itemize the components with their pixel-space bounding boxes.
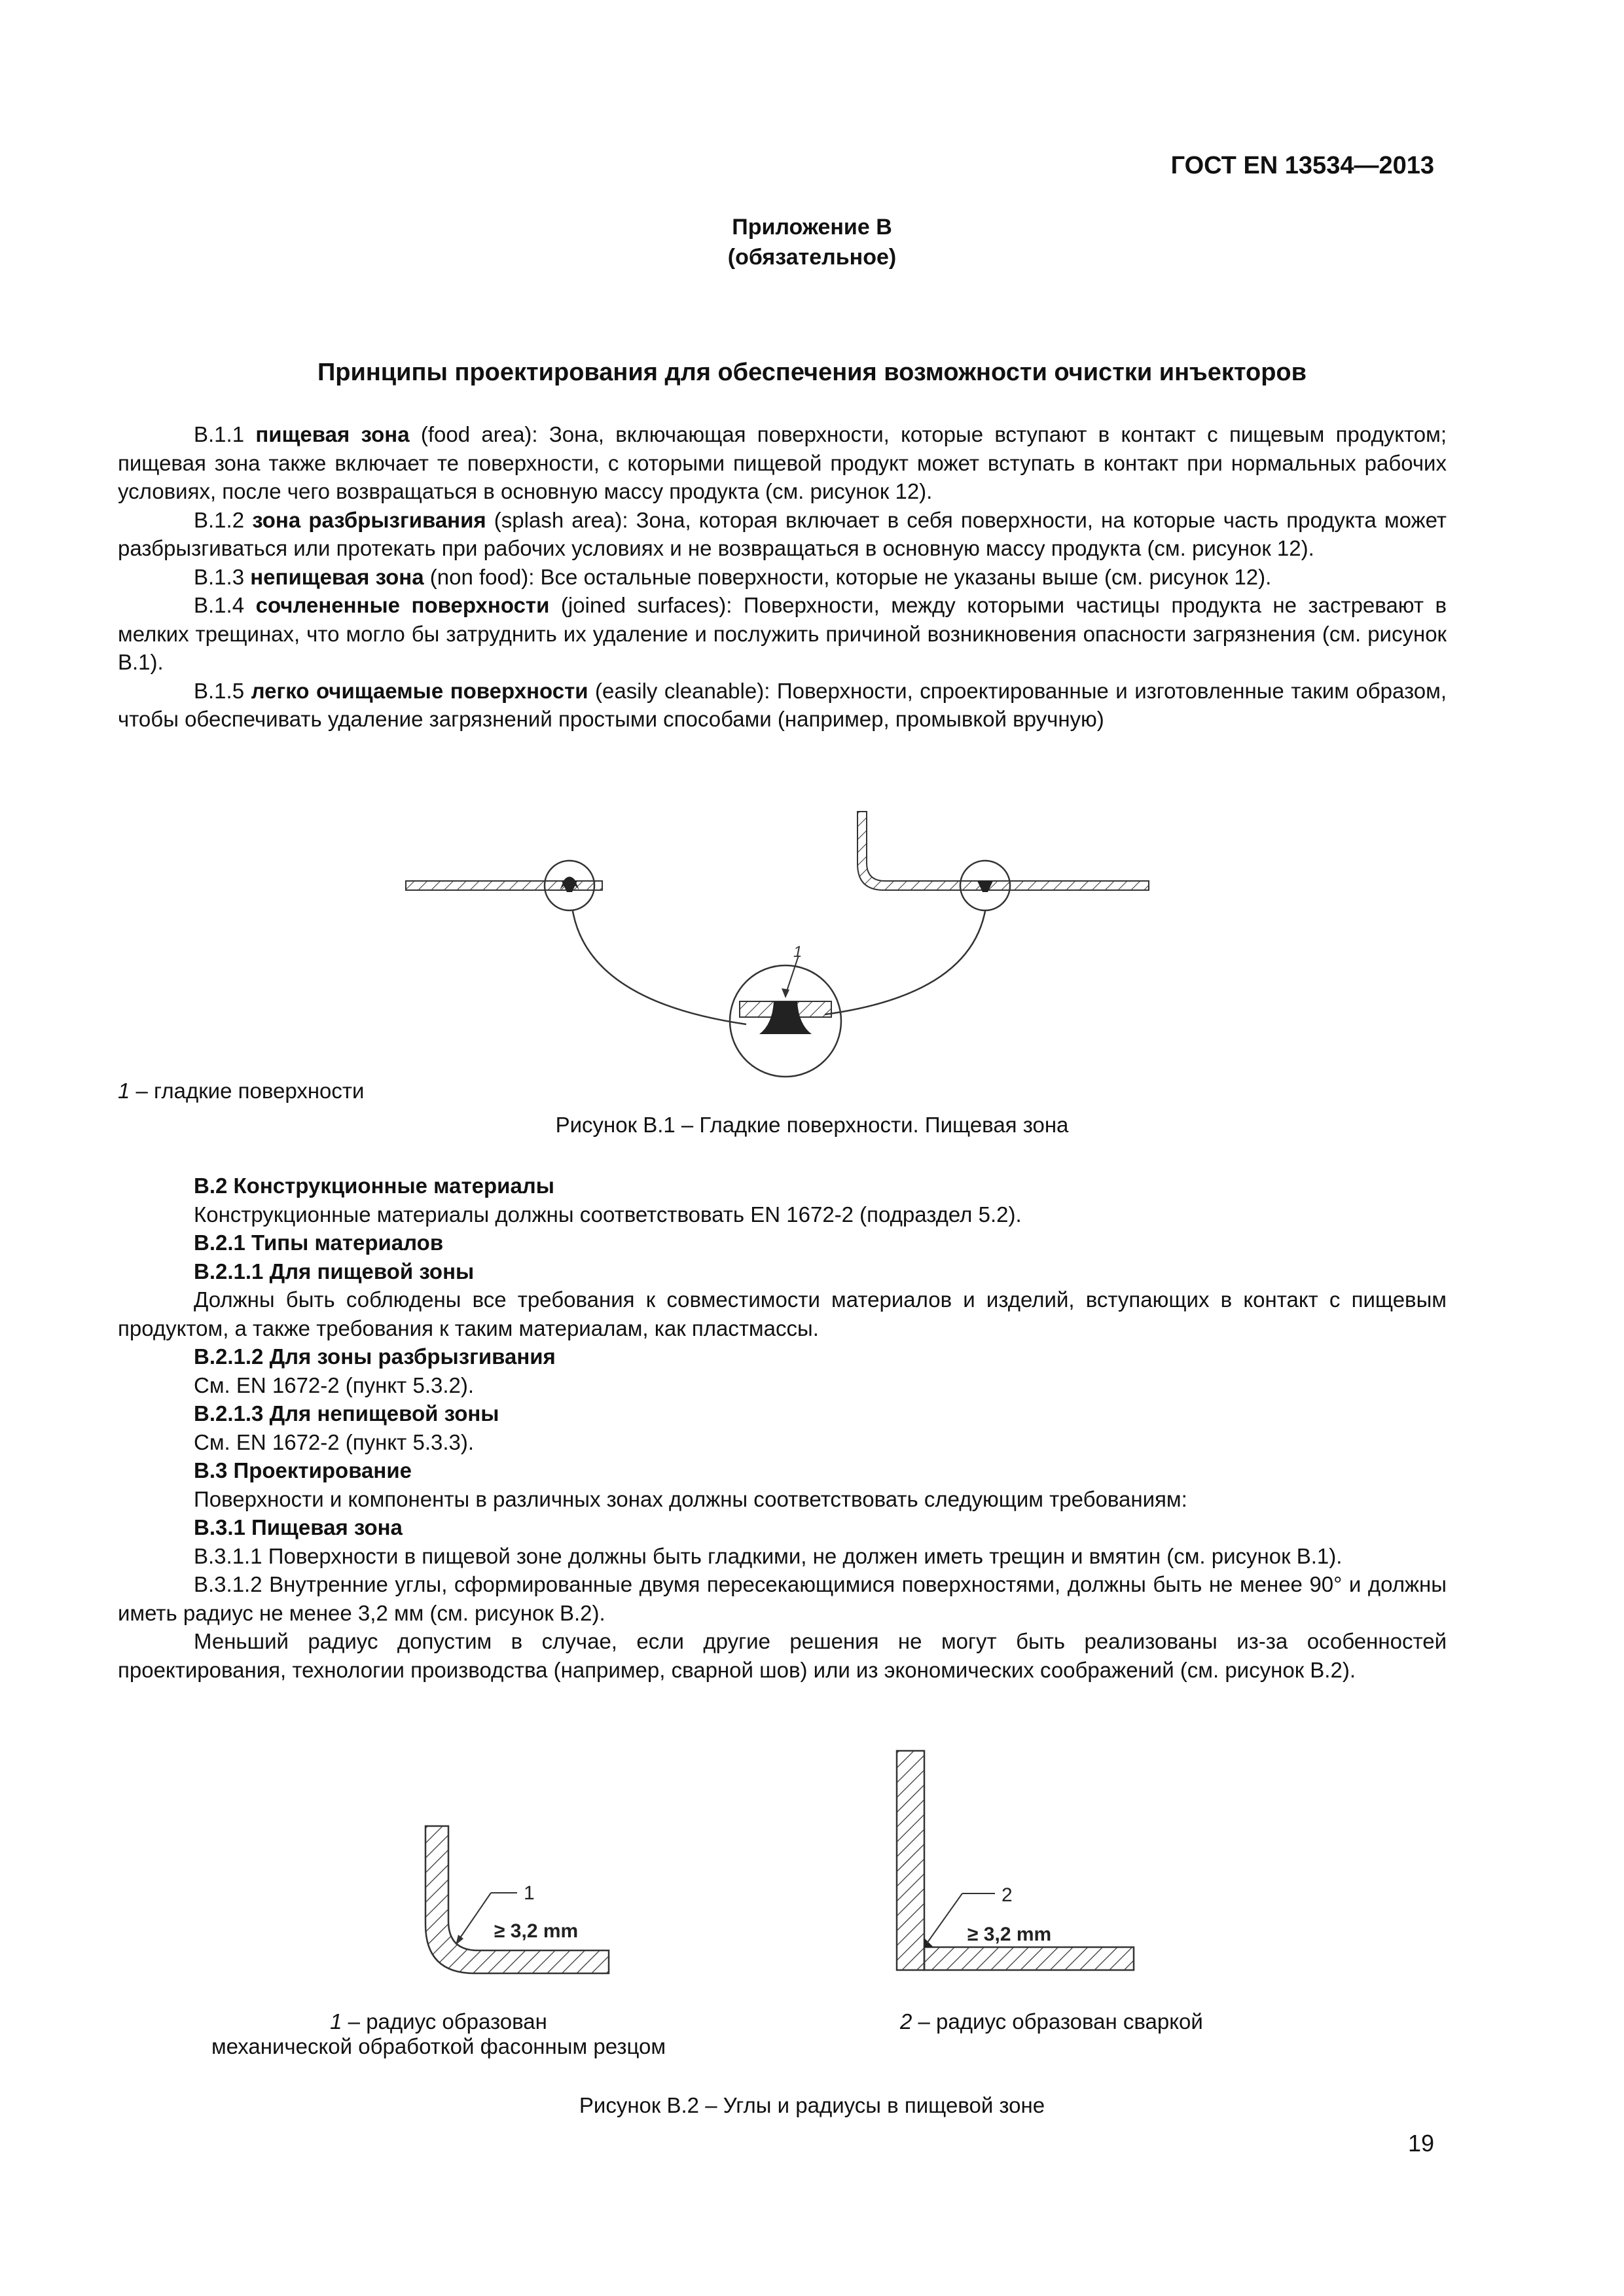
section-b211-text: Должны быть соблюдены все требования к совместимости материалов и изделий, вступающих в контакт с пищевым продуктом, а также требования к таким материалам, как пластмассы.	[118, 1287, 1447, 1340]
definition-term: непищевая зона	[250, 564, 424, 589]
section-b3-heading: В.3 Проектирование	[194, 1458, 412, 1482]
section-b312-continuation: Меньший радиус допустим в случае, если другие решения не могут быть реализованы из-за особенностей проектирования, технологии производства (например, сварной шов) или из экономических соображений (см. рисунок В.2).	[118, 1629, 1447, 1682]
section-b212-heading: В.2.1.2 Для зоны разбрызгивания	[194, 1344, 556, 1369]
figure-b2-right-drawing	[890, 1744, 1139, 1993]
definition-term: зона разбрызгивания	[252, 507, 486, 532]
figure-b2-left-drawing	[419, 1820, 615, 1983]
annex-title: Приложение В	[732, 215, 892, 240]
figure-b1-caption: Рисунок В.1 – Гладкие поверхности. Пищевая зона	[555, 1113, 1069, 1137]
document-code: ГОСТ EN 13534—2013	[1170, 152, 1434, 179]
section-b211-heading: В.2.1.1 Для пищевой зоны	[194, 1259, 475, 1283]
definition-b11: В.1.1 пищевая зона (food area): Зона, включающая поверхности, которые вступают в контакт с пищевым продуктом; пищевая зона также включает те поверхности, с которыми пищевой продукт может вступать в контакт при нормальных рабочих условиях, после чего возвращаться в основную массу продукта (см. рисунок 12).	[118, 422, 1447, 503]
figure-b1-callout: 1	[793, 943, 803, 961]
section-b312-text: В.3.1.2 Внутренние углы, сформированные двумя пересекающимися поверхностями, должны быть не менее 90° и должны иметь радиус не менее 3,2 мм (см. рисунок В.2).	[118, 1572, 1447, 1625]
annex-status: (обязательное)	[727, 245, 897, 270]
definition-b12: В.1.2 зона разбрызгивания (splash area): Зона, которая включает в себя поверхности, на которые часть продукта может разбрызгиваться или протекать при рабочих условиях и не возвращаться в основную массу продукта (см. рисунок 12).	[118, 507, 1447, 560]
section-b213-text: См. EN 1672-2 (пункт 5.3.3).	[194, 1429, 475, 1454]
section-b2-heading: В.2 Конструкционные материалы	[194, 1174, 554, 1198]
section-b3-text: Поверхности и компоненты в различных зонах должны соответствовать следующим требованиям:	[194, 1486, 1187, 1511]
definition-term: легко очищаемые поверхности	[251, 678, 588, 703]
section-b2-text: Конструкционные материалы должны соответствовать EN 1672-2 (подраздел 5.2).	[194, 1202, 1022, 1227]
figure-b2-legend-left: 1 – радиус образован механической обработкой фасонным резцом	[211, 2009, 666, 2058]
page-title: Принципы проектирования для обеспечения возможности очистки инъекторов	[317, 359, 1307, 386]
magnified-joint	[730, 943, 841, 1077]
figure-b2-left-dimension: ≥ 3,2 mm	[494, 1920, 579, 1942]
figure-b2-right-dimension: ≥ 3,2 mm	[967, 1924, 1052, 1945]
section-b31-heading: В.3.1 Пищевая зона	[194, 1515, 403, 1539]
figure-b2-legend-right: 2 – радиус образован сваркой	[900, 2009, 1203, 2034]
definition-term: сочлененные поверхности	[255, 593, 550, 617]
definition-b13: В.1.3 непищевая зона (non food): Все остальные поверхности, которые не указаны выше (см. рисунок 12).	[194, 564, 1272, 589]
figure-b2-left-callout: 1	[524, 1882, 535, 1904]
right-joint	[857, 812, 1149, 910]
definitions-block	[118, 420, 1447, 734]
definition-term: пищевая зона	[255, 422, 410, 446]
figure-b2-right-callout: 2	[1001, 1884, 1013, 1906]
definition-b14: В.1.4 сочлененные поверхности (joined surfaces): Поверхности, между которыми частицы продукта не застревают в мелких трещинах, что могло бы затруднить их удаление и послужить причиной возникновения опасности загрязнения (см. рисунок В.1).	[118, 593, 1447, 674]
section-b21-heading: В.2.1 Типы материалов	[194, 1230, 444, 1255]
page-number: 19	[1407, 2130, 1434, 2157]
figure-b1-drawing	[393, 798, 1178, 1100]
figure-b1-legend: 1 – гладкие поверхности	[118, 1079, 365, 1103]
left-joint	[406, 861, 602, 910]
sections-block	[118, 1172, 1447, 1684]
section-b311-text: В.3.1.1 Поверхности в пищевой зоне должны быть гладкими, не должен иметь трещин и вмятин (см. рисунок В.1).	[194, 1543, 1343, 1568]
section-b212-text: См. EN 1672-2 (пункт 5.3.2).	[194, 1372, 475, 1397]
definition-b15: В.1.5 легко очищаемые поверхности (easily cleanable): Поверхности, спроектированные и изготовленные таким образом, чтобы обеспечивать удаление загрязнений простыми способами (например, промывкой вручную)	[118, 678, 1447, 731]
figure-b2-caption: Рисунок В.2 – Углы и радиусы в пищевой зоне	[579, 2093, 1045, 2117]
section-b213-heading: В.2.1.3 Для непищевой зоны	[194, 1401, 499, 1426]
